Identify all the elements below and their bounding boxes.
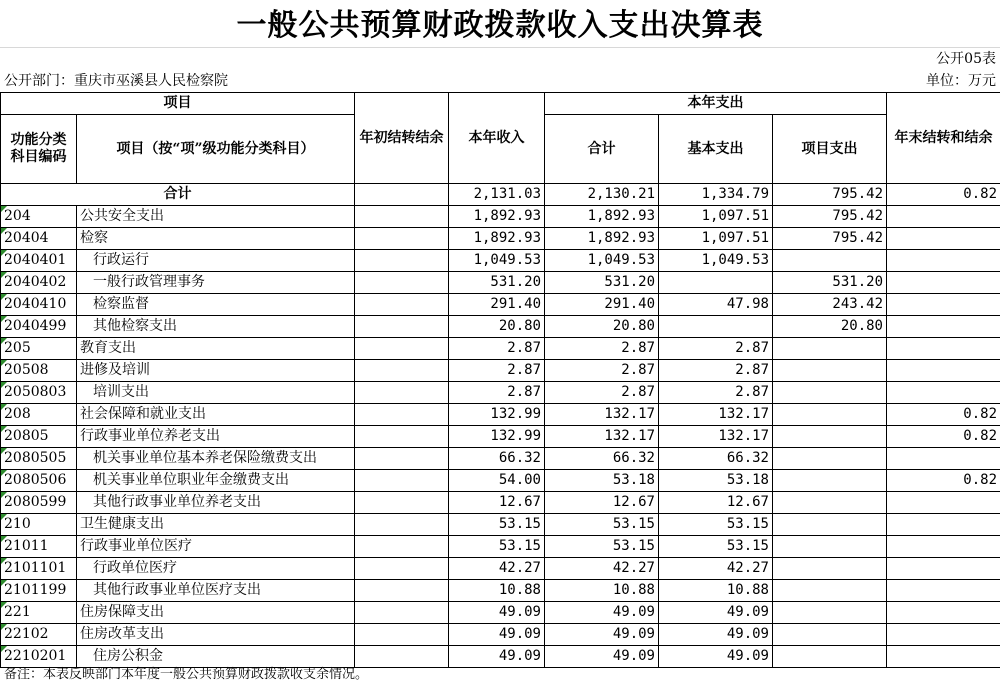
total-end: 0.82 [887, 184, 1000, 206]
row-income: 49.09 [449, 646, 545, 668]
table-row [1, 602, 1000, 624]
row-code: 20805 [1, 426, 77, 448]
table-row [1, 492, 1000, 514]
table-row [1, 514, 1000, 536]
row-project [773, 338, 887, 360]
row-code: 2080506 [1, 470, 77, 492]
row-expense-total: 49.09 [545, 624, 659, 646]
row-begin [355, 558, 449, 580]
row-basic: 53.15 [659, 536, 773, 558]
row-income: 53.15 [449, 536, 545, 558]
header-expense-total: 合计 [545, 115, 659, 184]
row-end [887, 448, 1000, 470]
row-basic: 10.88 [659, 580, 773, 602]
row-end [887, 206, 1000, 228]
row-income: 12.67 [449, 492, 545, 514]
row-name: 教育支出 [77, 338, 355, 360]
row-income: 2.87 [449, 382, 545, 404]
row-code: 2050803 [1, 382, 77, 404]
row-project: 795.42 [773, 206, 887, 228]
table-row [1, 382, 1000, 404]
table-row [1, 272, 1000, 294]
row-code: 2040410 [1, 294, 77, 316]
row-begin [355, 514, 449, 536]
header-name: 项目（按“项”级功能分类科目） [77, 115, 355, 184]
header-project: 项目 [1, 93, 355, 115]
row-code: 2080505 [1, 448, 77, 470]
table-row [1, 360, 1000, 382]
row-expense-total: 53.15 [545, 514, 659, 536]
row-basic: 2.87 [659, 360, 773, 382]
row-basic: 1,097.51 [659, 228, 773, 250]
header-income: 本年收入 [449, 93, 545, 184]
row-code: 204 [1, 206, 77, 228]
row-begin [355, 206, 449, 228]
row-code: 210 [1, 514, 77, 536]
row-code: 221 [1, 602, 77, 624]
row-income: 132.99 [449, 426, 545, 448]
row-income: 2.87 [449, 338, 545, 360]
header-basic-expense: 基本支出 [659, 115, 773, 184]
header-end-balance: 年末结转和结余 [887, 93, 1000, 184]
row-begin [355, 294, 449, 316]
row-basic: 2.87 [659, 338, 773, 360]
row-code: 2101101 [1, 558, 77, 580]
total-income: 2,131.03 [449, 184, 545, 206]
total-label: 合计 [1, 184, 355, 206]
row-basic: 1,049.53 [659, 250, 773, 272]
row-name: 行政运行 [77, 250, 355, 272]
row-code: 22102 [1, 624, 77, 646]
row-code: 2040402 [1, 272, 77, 294]
row-basic: 2.87 [659, 382, 773, 404]
row-income: 1,049.53 [449, 250, 545, 272]
total-row [1, 184, 1000, 206]
row-name: 卫生健康支出 [77, 514, 355, 536]
row-expense-total: 20.80 [545, 316, 659, 338]
title-divider [0, 47, 1000, 48]
table-row [1, 646, 1000, 668]
row-project [773, 382, 887, 404]
row-income: 132.99 [449, 404, 545, 426]
row-basic: 53.18 [659, 470, 773, 492]
row-basic: 49.09 [659, 646, 773, 668]
row-basic [659, 272, 773, 294]
row-expense-total: 1,892.93 [545, 228, 659, 250]
row-name: 行政事业单位养老支出 [77, 426, 355, 448]
row-expense-total: 2.87 [545, 382, 659, 404]
row-income: 66.32 [449, 448, 545, 470]
row-project [773, 514, 887, 536]
row-income: 54.00 [449, 470, 545, 492]
table-row [1, 426, 1000, 448]
table-row [1, 536, 1000, 558]
row-expense-total: 49.09 [545, 646, 659, 668]
row-project: 20.80 [773, 316, 887, 338]
row-income: 42.27 [449, 558, 545, 580]
row-project [773, 624, 887, 646]
table-row [1, 294, 1000, 316]
row-expense-total: 2.87 [545, 360, 659, 382]
row-basic: 47.98 [659, 294, 773, 316]
row-basic: 1,097.51 [659, 206, 773, 228]
row-end [887, 558, 1000, 580]
row-name: 其他行政事业单位养老支出 [77, 492, 355, 514]
row-expense-total: 1,049.53 [545, 250, 659, 272]
row-begin [355, 404, 449, 426]
table-row [1, 448, 1000, 470]
row-income: 1,892.93 [449, 228, 545, 250]
header-begin-balance: 年初结转结余 [355, 93, 449, 184]
row-basic: 132.17 [659, 404, 773, 426]
row-begin [355, 602, 449, 624]
total-basic: 1,334.79 [659, 184, 773, 206]
row-expense-total: 53.15 [545, 536, 659, 558]
row-expense-total: 132.17 [545, 426, 659, 448]
row-end [887, 624, 1000, 646]
row-basic [659, 316, 773, 338]
row-income: 10.88 [449, 580, 545, 602]
row-end [887, 360, 1000, 382]
row-name: 检察监督 [77, 294, 355, 316]
row-income: 20.80 [449, 316, 545, 338]
row-project: 531.20 [773, 272, 887, 294]
row-end [887, 250, 1000, 272]
row-name: 机关事业单位职业年金缴费支出 [77, 470, 355, 492]
row-project [773, 580, 887, 602]
row-begin [355, 470, 449, 492]
row-basic: 66.32 [659, 448, 773, 470]
table-row [1, 558, 1000, 580]
row-name: 机关事业单位基本养老保险缴费支出 [77, 448, 355, 470]
row-code: 2040499 [1, 316, 77, 338]
table-row [1, 250, 1000, 272]
row-name: 住房改革支出 [77, 624, 355, 646]
row-code: 20508 [1, 360, 77, 382]
row-expense-total: 1,892.93 [545, 206, 659, 228]
row-expense-total: 2.87 [545, 338, 659, 360]
report-title: 一般公共预算财政拨款收入支出决算表 [236, 8, 764, 43]
row-begin [355, 646, 449, 668]
row-expense-total: 132.17 [545, 404, 659, 426]
row-begin [355, 316, 449, 338]
row-name: 公共安全支出 [77, 206, 355, 228]
table-row [1, 338, 1000, 360]
row-project [773, 646, 887, 668]
row-project [773, 558, 887, 580]
row-end [887, 272, 1000, 294]
row-income: 291.40 [449, 294, 545, 316]
row-begin [355, 360, 449, 382]
row-code: 208 [1, 404, 77, 426]
row-begin [355, 228, 449, 250]
table-row [1, 470, 1000, 492]
row-expense-total: 531.20 [545, 272, 659, 294]
row-name: 行政事业单位医疗 [77, 536, 355, 558]
total-begin [355, 184, 449, 206]
row-code: 21011 [1, 536, 77, 558]
header-code: 功能分类科目编码 [1, 115, 77, 184]
row-name: 其他行政事业单位医疗支出 [77, 580, 355, 602]
row-code: 20404 [1, 228, 77, 250]
header-expense-group: 本年支出 [545, 93, 887, 115]
row-expense-total: 10.88 [545, 580, 659, 602]
table-row [1, 404, 1000, 426]
row-income: 49.09 [449, 624, 545, 646]
unit-label: 单位：万元 [926, 73, 996, 89]
table-row [1, 316, 1000, 338]
row-expense-total: 12.67 [545, 492, 659, 514]
row-basic: 49.09 [659, 602, 773, 624]
row-project [773, 250, 887, 272]
row-project: 243.42 [773, 294, 887, 316]
row-end: 0.82 [887, 470, 1000, 492]
row-project [773, 360, 887, 382]
row-name: 其他检察支出 [77, 316, 355, 338]
table-row [1, 580, 1000, 602]
row-name: 住房保障支出 [77, 602, 355, 624]
total-expense: 2,130.21 [545, 184, 659, 206]
row-income: 53.15 [449, 514, 545, 536]
row-project [773, 404, 887, 426]
row-begin [355, 250, 449, 272]
row-end [887, 316, 1000, 338]
table-row [1, 206, 1000, 228]
row-end: 0.82 [887, 426, 1000, 448]
row-name: 社会保障和就业支出 [77, 404, 355, 426]
table-row [1, 624, 1000, 646]
row-begin [355, 272, 449, 294]
row-basic: 132.17 [659, 426, 773, 448]
row-name: 培训支出 [77, 382, 355, 404]
row-end [887, 228, 1000, 250]
row-basic: 12.67 [659, 492, 773, 514]
row-income: 531.20 [449, 272, 545, 294]
total-project: 795.42 [773, 184, 887, 206]
row-expense-total: 49.09 [545, 602, 659, 624]
row-end [887, 536, 1000, 558]
row-expense-total: 53.18 [545, 470, 659, 492]
row-end [887, 382, 1000, 404]
row-end [887, 294, 1000, 316]
row-expense-total: 42.27 [545, 558, 659, 580]
row-project [773, 470, 887, 492]
row-name: 进修及培训 [77, 360, 355, 382]
department-label: 公开部门：重庆市巫溪县人民检察院 [4, 73, 228, 89]
row-name: 住房公积金 [77, 646, 355, 668]
row-expense-total: 291.40 [545, 294, 659, 316]
row-begin [355, 580, 449, 602]
row-code: 2210201 [1, 646, 77, 668]
row-income: 49.09 [449, 602, 545, 624]
row-begin [355, 338, 449, 360]
budget-table [0, 92, 1000, 668]
row-project: 795.42 [773, 228, 887, 250]
row-code: 2101199 [1, 580, 77, 602]
row-project [773, 492, 887, 514]
row-project [773, 448, 887, 470]
row-end [887, 646, 1000, 668]
row-begin [355, 382, 449, 404]
row-name: 检察 [77, 228, 355, 250]
row-income: 1,892.93 [449, 206, 545, 228]
row-name: 行政单位医疗 [77, 558, 355, 580]
row-begin [355, 536, 449, 558]
row-name: 一般行政管理事务 [77, 272, 355, 294]
row-begin [355, 426, 449, 448]
row-project [773, 536, 887, 558]
row-begin [355, 448, 449, 470]
row-project [773, 602, 887, 624]
row-code: 2080599 [1, 492, 77, 514]
row-code: 205 [1, 338, 77, 360]
footnote: 备注：本表反映部门本年度一般公共预算财政拨款收支余情况。 [4, 667, 369, 682]
row-expense-total: 66.32 [545, 448, 659, 470]
header-info-row [4, 72, 996, 90]
row-begin [355, 624, 449, 646]
row-code: 2040401 [1, 250, 77, 272]
form-number: 公开05表 [936, 51, 996, 67]
row-income: 2.87 [449, 360, 545, 382]
row-basic: 53.15 [659, 514, 773, 536]
row-end [887, 338, 1000, 360]
row-end [887, 602, 1000, 624]
row-end: 0.82 [887, 404, 1000, 426]
row-end [887, 492, 1000, 514]
row-begin [355, 492, 449, 514]
row-end [887, 514, 1000, 536]
row-basic: 49.09 [659, 624, 773, 646]
row-end [887, 580, 1000, 602]
header-project-expense: 项目支出 [773, 115, 887, 184]
row-basic: 42.27 [659, 558, 773, 580]
table-row [1, 228, 1000, 250]
row-project [773, 426, 887, 448]
